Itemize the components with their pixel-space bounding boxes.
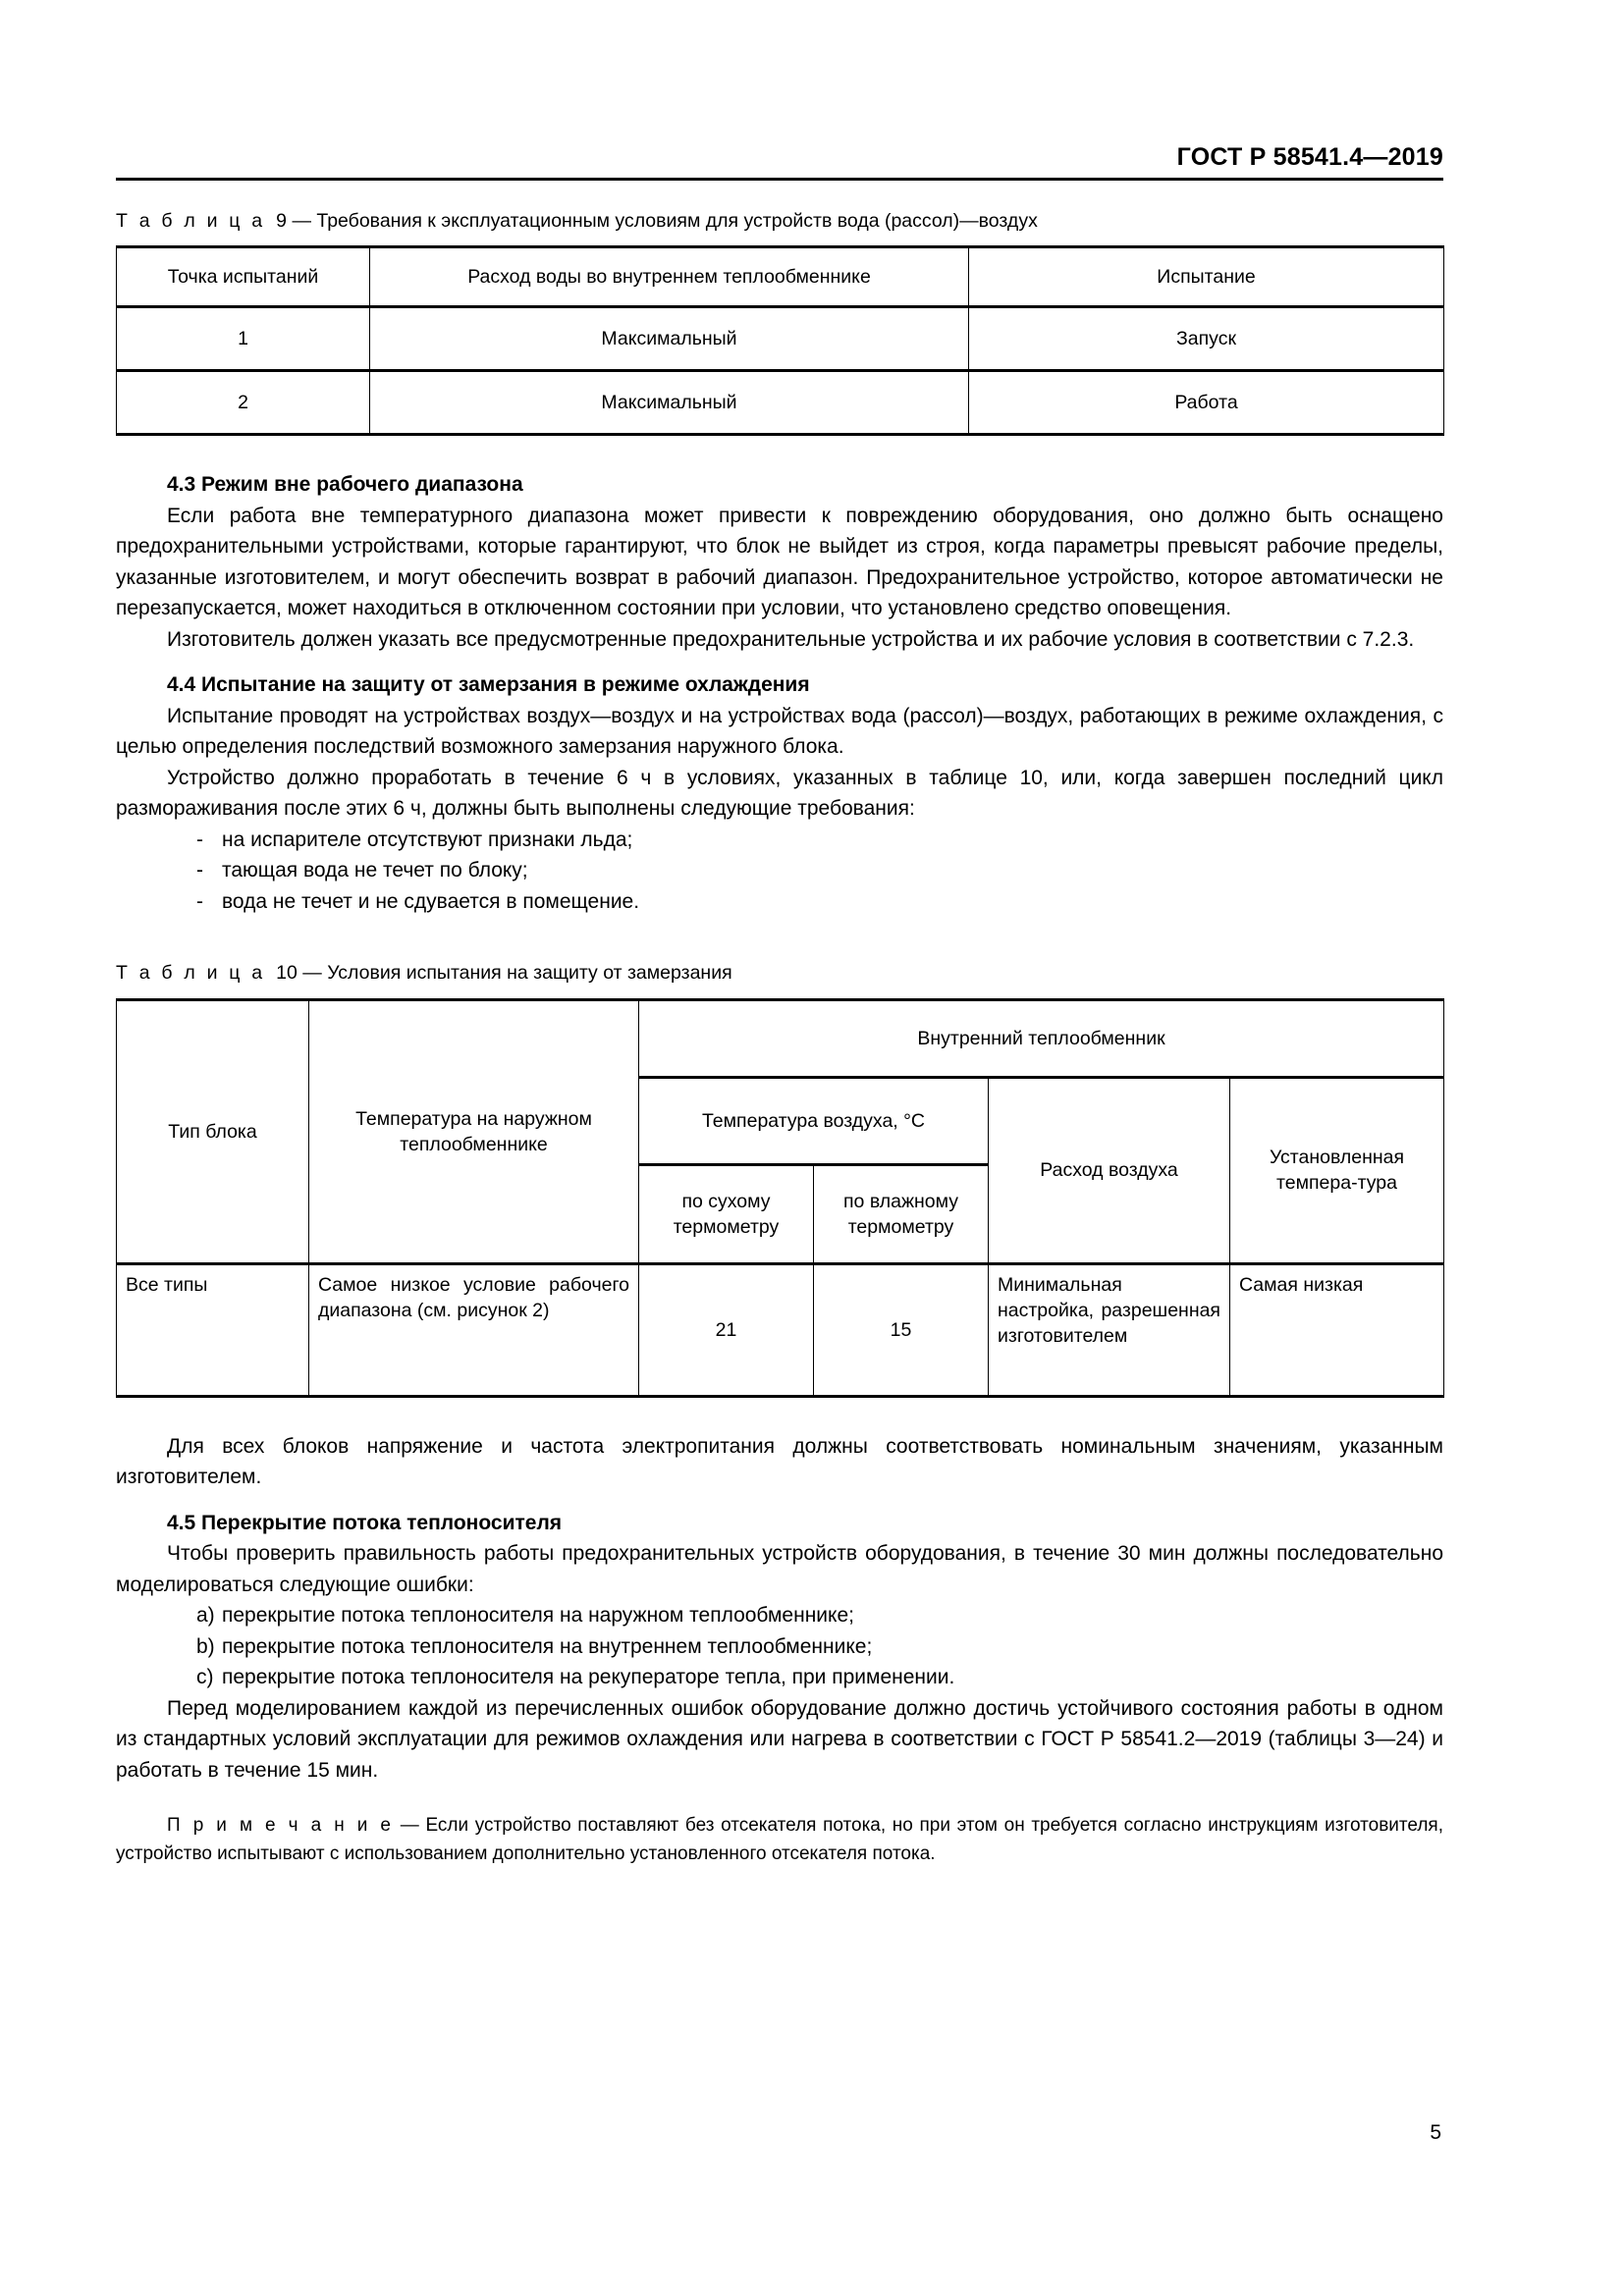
table10-header-wet-bulb: по влажному термометру — [814, 1164, 989, 1263]
table10-caption-label: Т а б л и ц а — [116, 962, 266, 985]
list-marker: - — [196, 828, 203, 851]
table9-header-row — [117, 247, 1444, 307]
table9-col-header-point: Точка испытаний — [117, 247, 370, 307]
table10-row-set-temp: Самая низкая — [1230, 1263, 1444, 1396]
table9-col-header-waterflow: Расход воды во внутреннем теплообменнике — [370, 247, 969, 307]
list-marker: a) — [196, 1604, 215, 1628]
list-item-text: перекрытие потока теплоносителя на внутреннем теплообменнике; — [222, 1634, 873, 1658]
list-item-text: перекрытие потока теплоносителя на наружном теплообменнике; — [222, 1604, 854, 1628]
paragraph-4-5-closing: Перед моделированием каждой из перечисленных ошибок оборудование должно достичь устойчивого состояния работы в одном из стандартных условий эксплуатации для режимов охлаждения или нагрева в соответствии с ГОСТ Р 58541.2—2019 (таблицы 3—24) и работать в течение 15 мин. — [116, 1696, 1443, 1782]
paragraph-after-table10: Для всех блоков напряжение и частота электропитания должны соответствовать номинальным значениям, указанным изготовителем. — [116, 1434, 1443, 1489]
table10-caption-dash: — — [297, 962, 328, 985]
page-header — [116, 145, 1443, 181]
paragraph-4-3-2: Изготовитель должен указать все предусмотренные предохранительные устройства и их рабочие условия в соответствии с 7.2.3. — [167, 627, 1415, 651]
table-row — [117, 307, 1444, 371]
standard-number: ГОСТ Р 58541.4—2019 — [1176, 143, 1443, 171]
table10-header-row-1 — [117, 999, 1444, 1077]
note-dash: — — [394, 1815, 426, 1837]
list-item-text: перекрытие потока теплоносителя на рекуператоре тепла, при применении. — [222, 1666, 955, 1689]
table10-header-set-temp: Установленная темпера-тура — [1230, 1077, 1444, 1263]
table10-caption — [116, 960, 1443, 986]
table-10 — [116, 998, 1444, 1398]
list-marker: b) — [196, 1634, 215, 1658]
table10-header-dry-bulb: по сухому термометру — [639, 1164, 814, 1263]
section-heading-4-3: 4.3 Режим вне рабочего диапазона — [167, 473, 523, 497]
table10-row-unit-type: Все типы — [117, 1263, 309, 1396]
table9-r1-waterflow: Максимальный — [370, 371, 969, 435]
section-heading-4-4: 4.4 Испытание на защиту от замерзания в режиме охлаждения — [167, 673, 810, 697]
table9-caption-title: Требования к эксплуатационным условиям для устройств вода (рассол)—воздух — [316, 210, 1038, 232]
table10-row-air-flow: Минимальная настройка, разрешенная изготовителем — [989, 1263, 1230, 1396]
paragraph-4-3-1: Если работа вне температурного диапазона может привести к повреждению оборудования, оно должно быть оснащено предохранительными устройствами, которые гарантируют, что блок не выйдет из строя, когда параметры превысят рабочие пределы, указанные изготовителем, и могут обеспечить возврат в рабочий диапазон. Предохранительное устройство, которое автоматически не перезапускается, может находиться в отключенном состоянии при условии, что установлено средство оповещения. — [116, 504, 1443, 620]
table10-header-outdoor-temp: Температура на наружном теплообменнике — [309, 999, 639, 1263]
list-marker: - — [196, 889, 203, 913]
paragraph-4-4-2: Устройство должно проработать в течение 6 ч в условиях, указанных в таблице 10, или, когда завершен последний цикл размораживания после этих 6 ч, должны быть выполнены следующие требования: — [116, 766, 1443, 821]
header-rule — [116, 178, 1443, 181]
table9-r1-test: Работа — [969, 371, 1444, 435]
table10-caption-title: Условия испытания на защиту от замерзания — [327, 962, 732, 985]
page-content — [116, 208, 1443, 1868]
list-item — [116, 886, 1443, 918]
note-block — [116, 1811, 1443, 1868]
table9-caption-dash: — — [287, 210, 317, 232]
list-item — [116, 855, 1443, 886]
table10-header-unit-type: Тип блока — [117, 999, 309, 1263]
table9-caption — [116, 208, 1443, 234]
table9-caption-number: 9 — [276, 210, 288, 232]
list-item — [116, 1662, 1443, 1693]
table9-r1-point: 2 — [117, 371, 370, 435]
table10-header-air-flow: Расход воздуха — [989, 1077, 1230, 1263]
table9-caption-label: Т а б л и ц а — [116, 210, 266, 232]
table9-col-header-test: Испытание — [969, 247, 1444, 307]
list-marker: - — [196, 859, 203, 882]
paragraph-4-5-intro: Чтобы проверить правильность работы предохранительных устройств оборудования, в течение 30 мин должны последовательно моделироваться следующие ошибки: — [116, 1542, 1443, 1596]
table10-row-wet-bulb: 15 — [814, 1263, 989, 1396]
list-marker: c) — [196, 1666, 214, 1689]
list-item — [116, 1631, 1443, 1663]
table9-r0-waterflow: Максимальный — [370, 307, 969, 371]
list-item-text: тающая вода не течет по блоку; — [222, 859, 528, 882]
section-heading-4-5: 4.5 Перекрытие потока теплоносителя — [167, 1511, 563, 1534]
table9-r0-test: Запуск — [969, 307, 1444, 371]
list-item-text: вода не течет и не сдувается в помещение. — [222, 889, 640, 913]
note-text: Если устройство поставляют без отсекателя потока, но при этом он требуется согласно инструкциям изготовителя, устройство испытывают с использованием дополнительно установленного отсекателя потока. — [116, 1815, 1443, 1865]
table-row — [117, 371, 1444, 435]
paragraph-4-4-1: Испытание проводят на устройствах воздух—воздух и на устройствах вода (рассол)—воздух, работающих в режиме охлаждения, с целью определения последствий возможного замерзания наружного блока. — [116, 704, 1443, 759]
table9-r0-point: 1 — [117, 307, 370, 371]
page-number: 5 — [1430, 2121, 1441, 2144]
list-item — [116, 825, 1443, 856]
table10-row-outdoor-temp: Самое низкое условие рабочего диапазона (см. рисунок 2) — [309, 1263, 639, 1396]
table10-row-dry-bulb: 21 — [639, 1263, 814, 1396]
table-9 — [116, 245, 1444, 436]
table-row — [117, 1263, 1444, 1396]
list-item-text: на испарителе отсутствуют признаки льда; — [222, 828, 633, 851]
table10-header-indoor-hx: Внутренний теплообменник — [639, 999, 1444, 1077]
note-label: П р и м е ч а н и е — [167, 1815, 395, 1837]
table10-caption-number: 10 — [276, 962, 298, 985]
list-item — [116, 1600, 1443, 1631]
table10-header-air-temp: Температура воздуха, °С — [639, 1077, 989, 1164]
